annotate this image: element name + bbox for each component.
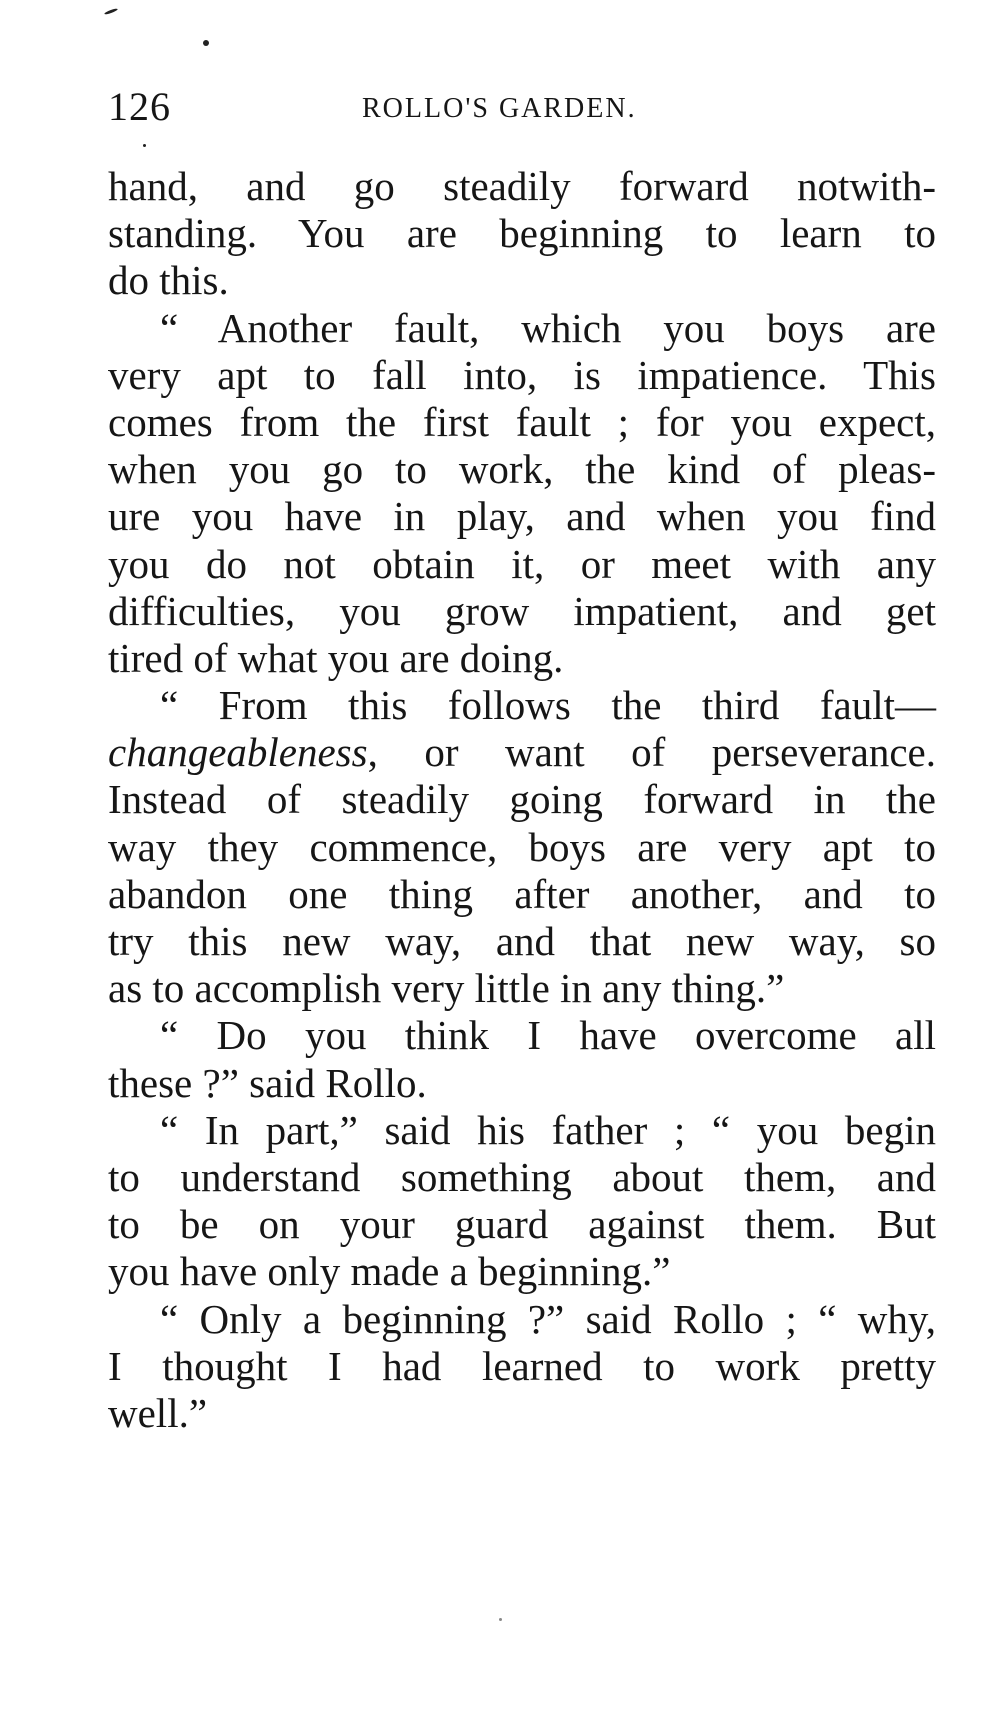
paragraph-first-line: “ In part,” said his father ; “ you begin bbox=[160, 1106, 936, 1153]
text-line: very apt to fall into, is impatience. This bbox=[108, 351, 936, 398]
text-line: try this new way, and that new way, so bbox=[108, 918, 936, 964]
text-line: well.” bbox=[108, 1389, 208, 1436]
body-text bbox=[108, 163, 936, 1437]
text-line: ure you have in play, and when you find bbox=[108, 493, 936, 540]
text-line: difficulties, you grow impatient, and get bbox=[108, 587, 936, 634]
text-line: abandon one thing after another, and to bbox=[108, 870, 936, 917]
page-header bbox=[108, 82, 938, 132]
text-line: Instead of steadily going forward in the bbox=[108, 776, 936, 823]
text-line: hand, and go steadily forward notwith- bbox=[108, 163, 936, 209]
text-line: tired of what you are doing. bbox=[108, 634, 564, 681]
text-line bbox=[108, 729, 936, 776]
text-line: when you go to work, the kind of pleas- bbox=[108, 446, 936, 493]
paragraph-first-line: “ From this follows the third fault— bbox=[160, 682, 936, 729]
running-title: ROLLO'S GARDEN. bbox=[362, 93, 637, 124]
paragraph-first-line: “ Only a beginning ?” said Rollo ; “ why, bbox=[160, 1295, 936, 1342]
ink-speck bbox=[104, 8, 118, 16]
text-run: , or want of perseverance. bbox=[367, 729, 936, 776]
ink-speck bbox=[143, 144, 146, 147]
ink-speck bbox=[203, 40, 209, 46]
text-line: you have only made a beginning.” bbox=[108, 1248, 671, 1295]
text-line: as to accomplish very little in any thing.” bbox=[108, 965, 785, 1012]
paragraph-first-line: “ Do you think I have overcome all bbox=[160, 1012, 936, 1059]
page-number: 126 bbox=[108, 84, 171, 129]
text-line: comes from the first fault ; for you expect, bbox=[108, 398, 936, 445]
paragraph-first-line: “ Another fault, which you boys are bbox=[160, 304, 936, 351]
text-line: do this. bbox=[108, 257, 229, 304]
text-line: I thought I had learned to work pretty bbox=[108, 1342, 936, 1389]
text-line: to be on your guard against them. But bbox=[108, 1201, 936, 1248]
text-line: these ?” said Rollo. bbox=[108, 1059, 427, 1106]
text-line: you do not obtain it, or meet with any bbox=[108, 540, 936, 587]
italic-emphasis: changeableness bbox=[108, 729, 368, 776]
ink-speck bbox=[499, 1618, 502, 1621]
text-line: standing. You are beginning to learn to bbox=[108, 210, 936, 257]
text-line: to understand something about them, and bbox=[108, 1153, 936, 1200]
text-line: way they commence, boys are very apt to bbox=[108, 823, 936, 870]
